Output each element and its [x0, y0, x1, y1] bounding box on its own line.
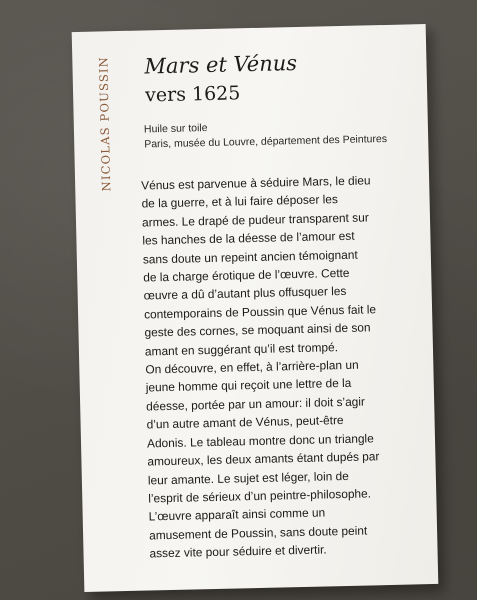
description-line: Vénus est parvenue à séduire Mars, le dieu	[141, 173, 371, 193]
description-line: geste des cornes, se moquant ainsi de son	[144, 320, 371, 340]
description-line: de la guerre, et à lui faire déposer les	[141, 192, 339, 211]
artwork-date: vers 1625	[144, 82, 241, 107]
description-line: œuvre a dû d’autant plus offusquer les	[143, 284, 347, 303]
description-line: amoureux, les deux amants étant dupés par	[147, 449, 380, 469]
description-line: On découvre, en effet, à l’arrière-plan un	[145, 357, 359, 377]
description-line: Adonis. Le tableau montre donc un triangle	[146, 431, 374, 451]
description-line: jeune homme qui reçoit une lettre de la	[145, 376, 352, 395]
description-line: amusement de Poussin, sans doute peint	[148, 523, 368, 543]
description-line: amant en suggérant qu’il est trompé.	[144, 339, 339, 359]
description-line: de la charge érotique de l’œuvre. Cette	[143, 265, 350, 285]
artwork-description	[141, 171, 412, 563]
description-line: leur amante. Le sujet est léger, loin de	[147, 468, 349, 487]
description-line: l’esprit de sérieux d’un peintre-philosophe.	[148, 486, 372, 506]
museum-label-card	[72, 24, 439, 592]
description-line: armes. Le drapé de pudeur transparent sur	[141, 210, 369, 230]
description-line: déesse, portée par un amour: il doit s’agir	[146, 394, 366, 414]
artwork-title: Mars et Vénus	[144, 50, 298, 79]
description-line: L’œuvre apparaît ainsi comme un	[148, 505, 326, 524]
description-line: les hanches de la déesse de l’amour est	[142, 228, 355, 248]
description-line: assez vite pour séduire et divertir.	[149, 542, 327, 561]
description-line: contemporains de Poussin que Vénus fait le	[143, 302, 377, 322]
description-line: d’un autre amant de Vénus, peut-être	[146, 413, 344, 432]
artwork-location: Paris, musée du Louvre, département des Peintures	[144, 132, 388, 151]
artwork-medium: Huile sur toile	[143, 122, 208, 136]
artist-name: NICOLAS POUSSIN	[96, 55, 114, 192]
description-line: sans doute un repeint ancien témoignant	[142, 247, 358, 267]
